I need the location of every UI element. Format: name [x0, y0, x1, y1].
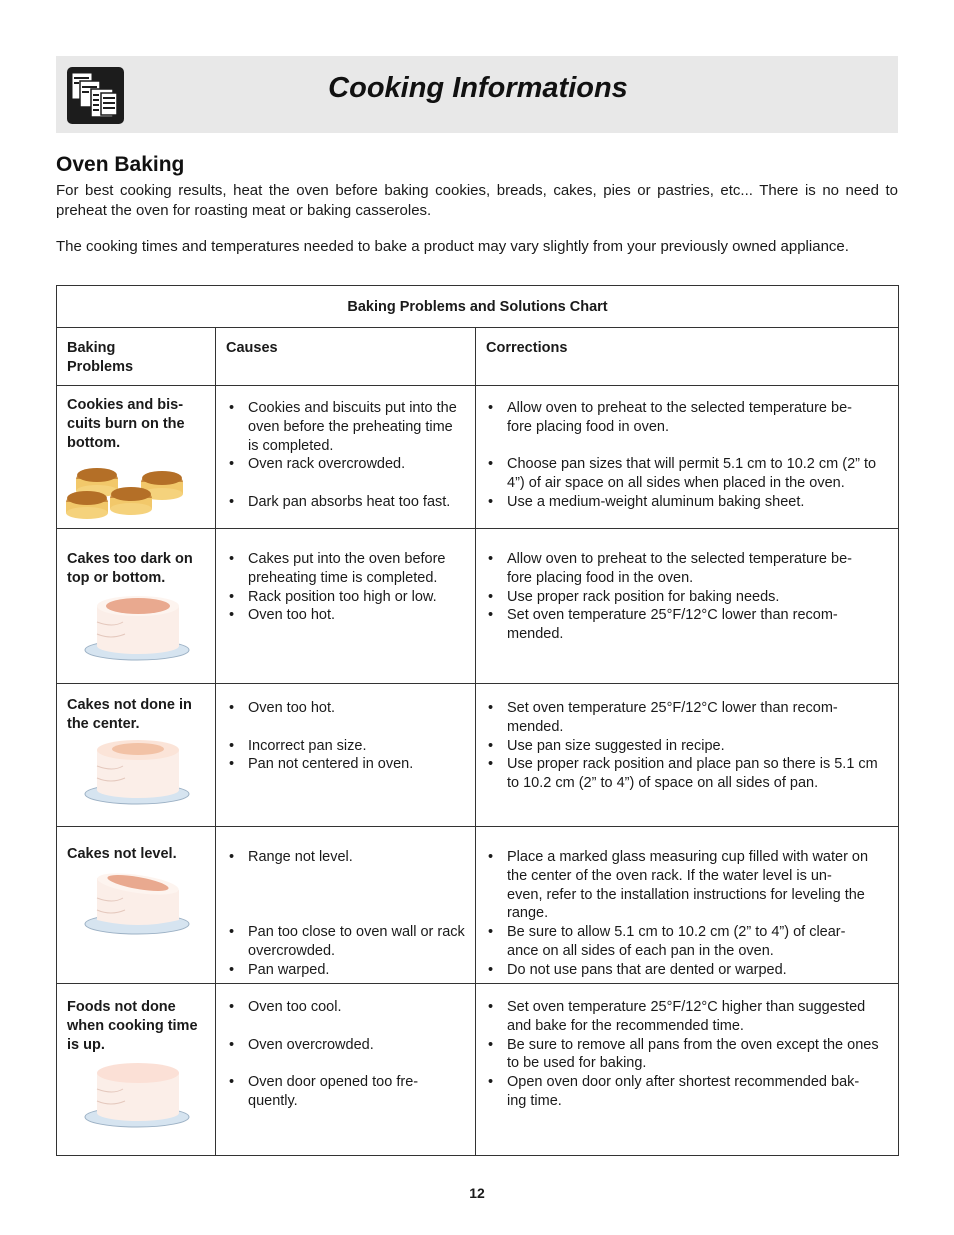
corrections-cell: [476, 386, 899, 529]
list-item: • Set oven temperature 25°F/12°C lower than recom- mended.: [507, 606, 888, 644]
column-header-corrections: Corrections: [476, 328, 899, 386]
section-title: Oven Baking: [56, 153, 185, 176]
list-item: • Set oven temperature 25°F/12°C higher than suggested and bake for the recommended time.: [507, 998, 888, 1036]
list-item: • Do not use pans that are dented or warped.: [507, 961, 888, 980]
table-row: [57, 386, 899, 529]
list-item: • Use a medium-weight aluminum baking sheet.: [507, 493, 888, 512]
table-row: [57, 984, 899, 1156]
problem-cell: Cakes not done in the center.: [57, 684, 216, 827]
list-item: • Oven too cool.: [248, 998, 465, 1017]
list-item: • Pan warped.: [248, 961, 465, 980]
list-item: • Oven too hot.: [248, 606, 465, 625]
burnt-biscuits-illustration: [61, 457, 196, 521]
causes-cell: [216, 529, 476, 684]
list-item: • Rack position too high or low.: [248, 588, 465, 607]
causes-cell: [216, 827, 476, 984]
list-item: • Pan too close to oven wall or rack overcrowded.: [248, 923, 465, 961]
column-header-problems: Baking Problems: [57, 328, 216, 386]
list-item: • Use proper rack position and place pan so there is 5.1 cm to 10.2 cm (2” to 4”) of space on all sides of pan.: [507, 755, 888, 793]
list-item: • Be sure to allow 5.1 cm to 10.2 cm (2” to 4”) of clear- ance on all sides of each pan in the oven.: [507, 923, 888, 961]
list-item: • Range not level.: [248, 848, 465, 867]
list-item: • Open oven door only after shortest recommended bak- ing time.: [507, 1073, 888, 1111]
list-item: • Pan not centered in oven.: [248, 755, 465, 774]
causes-cell: [216, 984, 476, 1156]
table-row: [57, 684, 899, 827]
list-item: • Place a marked glass measuring cup filled with water on the center of the oven rack. If the water level is un- even, refer to the installation instructions for leveling the range.: [507, 848, 888, 923]
corrections-cell: [476, 827, 899, 984]
list-item: • Choose pan sizes that will permit 5.1 cm to 10.2 cm (2” to 4”) of air space on all sides when placed in the oven.: [507, 455, 888, 493]
table-header-row: [57, 328, 899, 386]
page-number: 12: [469, 1185, 485, 1201]
page-header: [56, 56, 898, 133]
chart-title: Baking Problems and Solutions Chart: [57, 286, 899, 328]
causes-cell: [216, 684, 476, 827]
list-item: • Cookies and biscuits put into the oven before the preheating time is completed.: [248, 399, 465, 455]
list-item: • Cakes put into the oven before preheating time is completed.: [248, 550, 465, 588]
list-item: • Oven rack overcrowded.: [248, 455, 465, 474]
list-item: • Allow oven to preheat to the selected temperature be- fore placing food in oven.: [507, 399, 888, 437]
intro-paragraph-1: For best cooking results, heat the oven before baking cookies, breads, cakes, pies or pastries, etc... There is no need to preheat the oven for roasting meat or baking casseroles.: [56, 182, 898, 219]
list-item: • Oven overcrowded.: [248, 1036, 465, 1055]
corrections-cell: [476, 684, 899, 827]
baking-chart-table: [56, 285, 899, 1156]
problem-cell: Cakes not level.: [57, 827, 216, 984]
problem-cell: Cakes too dark on top or bottom.: [57, 529, 216, 684]
cake-not-level-illustration: [83, 868, 193, 938]
cake-dark-top-illustration: [83, 592, 193, 662]
list-item: • Dark pan absorbs heat too fast.: [248, 493, 465, 512]
list-item: • Allow oven to preheat to the selected temperature be- fore placing food in the oven.: [507, 550, 888, 588]
problem-cell: Cookies and bis- cuits burn on the bottom.: [57, 386, 216, 529]
list-item: • Use proper rack position for baking needs.: [507, 588, 888, 607]
list-item: • Set oven temperature 25°F/12°C lower than recom- mended.: [507, 699, 888, 737]
corrections-cell: [476, 529, 899, 684]
list-item: • Oven too hot.: [248, 699, 465, 718]
page-title: Cooking Informations: [328, 72, 628, 104]
corrections-cell: [476, 984, 899, 1156]
list-item: • Use pan size suggested in recipe.: [507, 737, 888, 756]
column-header-causes: Causes: [216, 328, 476, 386]
causes-cell: [216, 386, 476, 529]
table-row: [57, 827, 899, 984]
list-item: • Oven door opened too fre- quently.: [248, 1073, 465, 1111]
table-row: [57, 529, 899, 684]
cake-undone-center-illustration: [83, 736, 193, 806]
list-item: • Incorrect pan size.: [248, 737, 465, 756]
problem-cell: Foods not done when cooking time is up.: [57, 984, 216, 1156]
plain-cake-illustration: [83, 1059, 193, 1129]
list-item: • Be sure to remove all pans from the oven except the ones to be used for baking.: [507, 1036, 888, 1074]
intro-paragraph-2: The cooking times and temperatures needed to bake a product may vary slightly from your previously owned appliance.: [56, 238, 849, 255]
